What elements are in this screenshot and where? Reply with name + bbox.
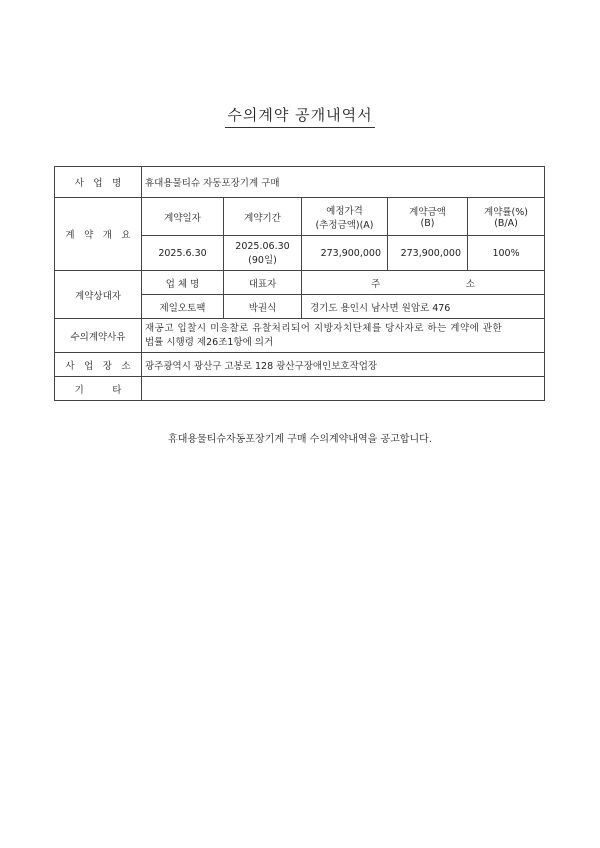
header-address: 주 소 [302,271,545,295]
header-estimated-price [302,198,388,236]
header-contract-date: 계약일자 [142,198,224,236]
header-contract-amount-line1: 계약금액 [409,207,446,218]
page-title [0,104,600,128]
reason-text [142,319,545,353]
value-contract-amount: 273,900,000 [388,236,468,271]
page-title-text: 수의계약 공개내역서 [225,104,374,128]
row-other [55,377,545,401]
value-contract-date: 2025.6.30 [142,236,224,271]
row-project [55,167,545,198]
label-counterparty: 계약상대자 [55,271,142,319]
label-project: 사 업 명 [55,167,142,198]
value-representative: 박권식 [224,295,302,319]
header-contract-rate-line1: 계약률(%) [484,207,529,218]
label-location: 사 업 장 소 [55,353,142,377]
label-other: 기 타 [55,377,142,401]
reason-line-2: 법률 시행령 제26조1항에 의거 [145,336,274,348]
label-overview: 계 약 개 요 [55,198,142,271]
header-contract-amount-line2: (B) [420,218,435,229]
value-estimated-price: 273,900,000 [302,236,388,271]
project-name: 휴대용물티슈 자동포장기계 구매 [142,167,545,198]
header-contract-amount [388,198,468,236]
row-reason [55,319,545,353]
header-contract-rate [468,198,545,236]
row-counterparty-header [55,271,545,295]
value-contract-period-line2: (90일) [248,254,277,266]
value-contract-rate: 100% [468,236,545,271]
header-representative: 대표자 [224,271,302,295]
header-estimated-price-line2: (추정금액)(A) [315,219,374,231]
value-contract-period-line1: 2025.06.30 [235,240,290,252]
header-contract-period: 계약기간 [224,198,302,236]
reason-line-1: 재공고 입찰시 미응찰로 유찰처리되어 지방자치단체를 당사자로 하는 계약에 관한 [145,322,503,334]
header-contract-rate-line2: (B/A) [494,218,518,229]
label-reason: 수의계약사유 [55,319,142,353]
header-estimated-price-line1: 예정가격 [326,205,363,217]
other-text [142,377,545,401]
row-location [55,353,545,377]
contract-table [54,166,545,401]
value-contract-period [224,236,302,271]
value-address: 경기도 용인시 남사면 원암로 476 [302,295,545,319]
header-company: 업 체 명 [142,271,224,295]
value-company: 제일오토팩 [142,295,224,319]
row-overview-header [55,198,545,236]
notice-text: 휴대용물티슈자동포장기계 구매 수의계약내역을 공고합니다. [168,434,432,445]
location-text: 광주광역시 광산구 고봉로 128 광산구장애인보호작업장 [142,353,545,377]
